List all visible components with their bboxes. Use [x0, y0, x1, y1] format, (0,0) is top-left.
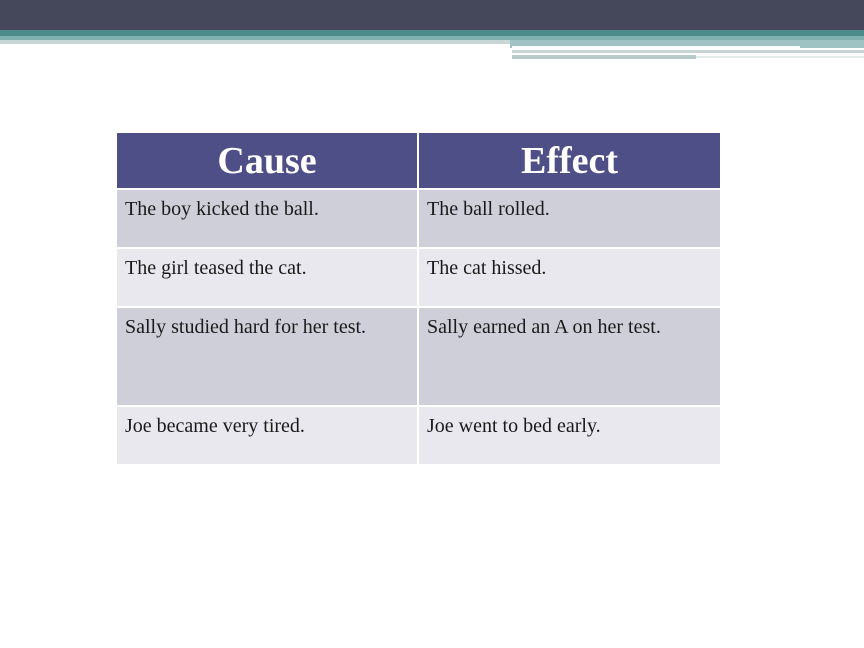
top-banner-bar: [0, 0, 864, 30]
table-row: [116, 307, 721, 406]
accent-stripe: [0, 40, 510, 44]
table-row: [116, 189, 721, 248]
header-effect: Effect: [418, 132, 721, 189]
header-cause: Cause: [116, 132, 418, 189]
table-header-row: [116, 132, 721, 189]
accent-stripe: [512, 55, 696, 59]
accent-stripe: [512, 46, 800, 48]
effect-cell: The cat hissed.: [418, 248, 721, 307]
table-row: [116, 406, 721, 465]
cause-cell: The boy kicked the ball.: [116, 189, 418, 248]
accent-stripe: [512, 50, 864, 53]
cause-cell: Joe became very tired.: [116, 406, 418, 465]
cause-cell: Sally studied hard for her test.: [116, 307, 418, 406]
table-row: [116, 248, 721, 307]
cause-cell: The girl teased the cat.: [116, 248, 418, 307]
accent-stripe: [696, 56, 864, 58]
cause-effect-table: [115, 131, 722, 466]
effect-cell: The ball rolled.: [418, 189, 721, 248]
effect-cell: Joe went to bed early.: [418, 406, 721, 465]
effect-cell: Sally earned an A on her test.: [418, 307, 721, 406]
